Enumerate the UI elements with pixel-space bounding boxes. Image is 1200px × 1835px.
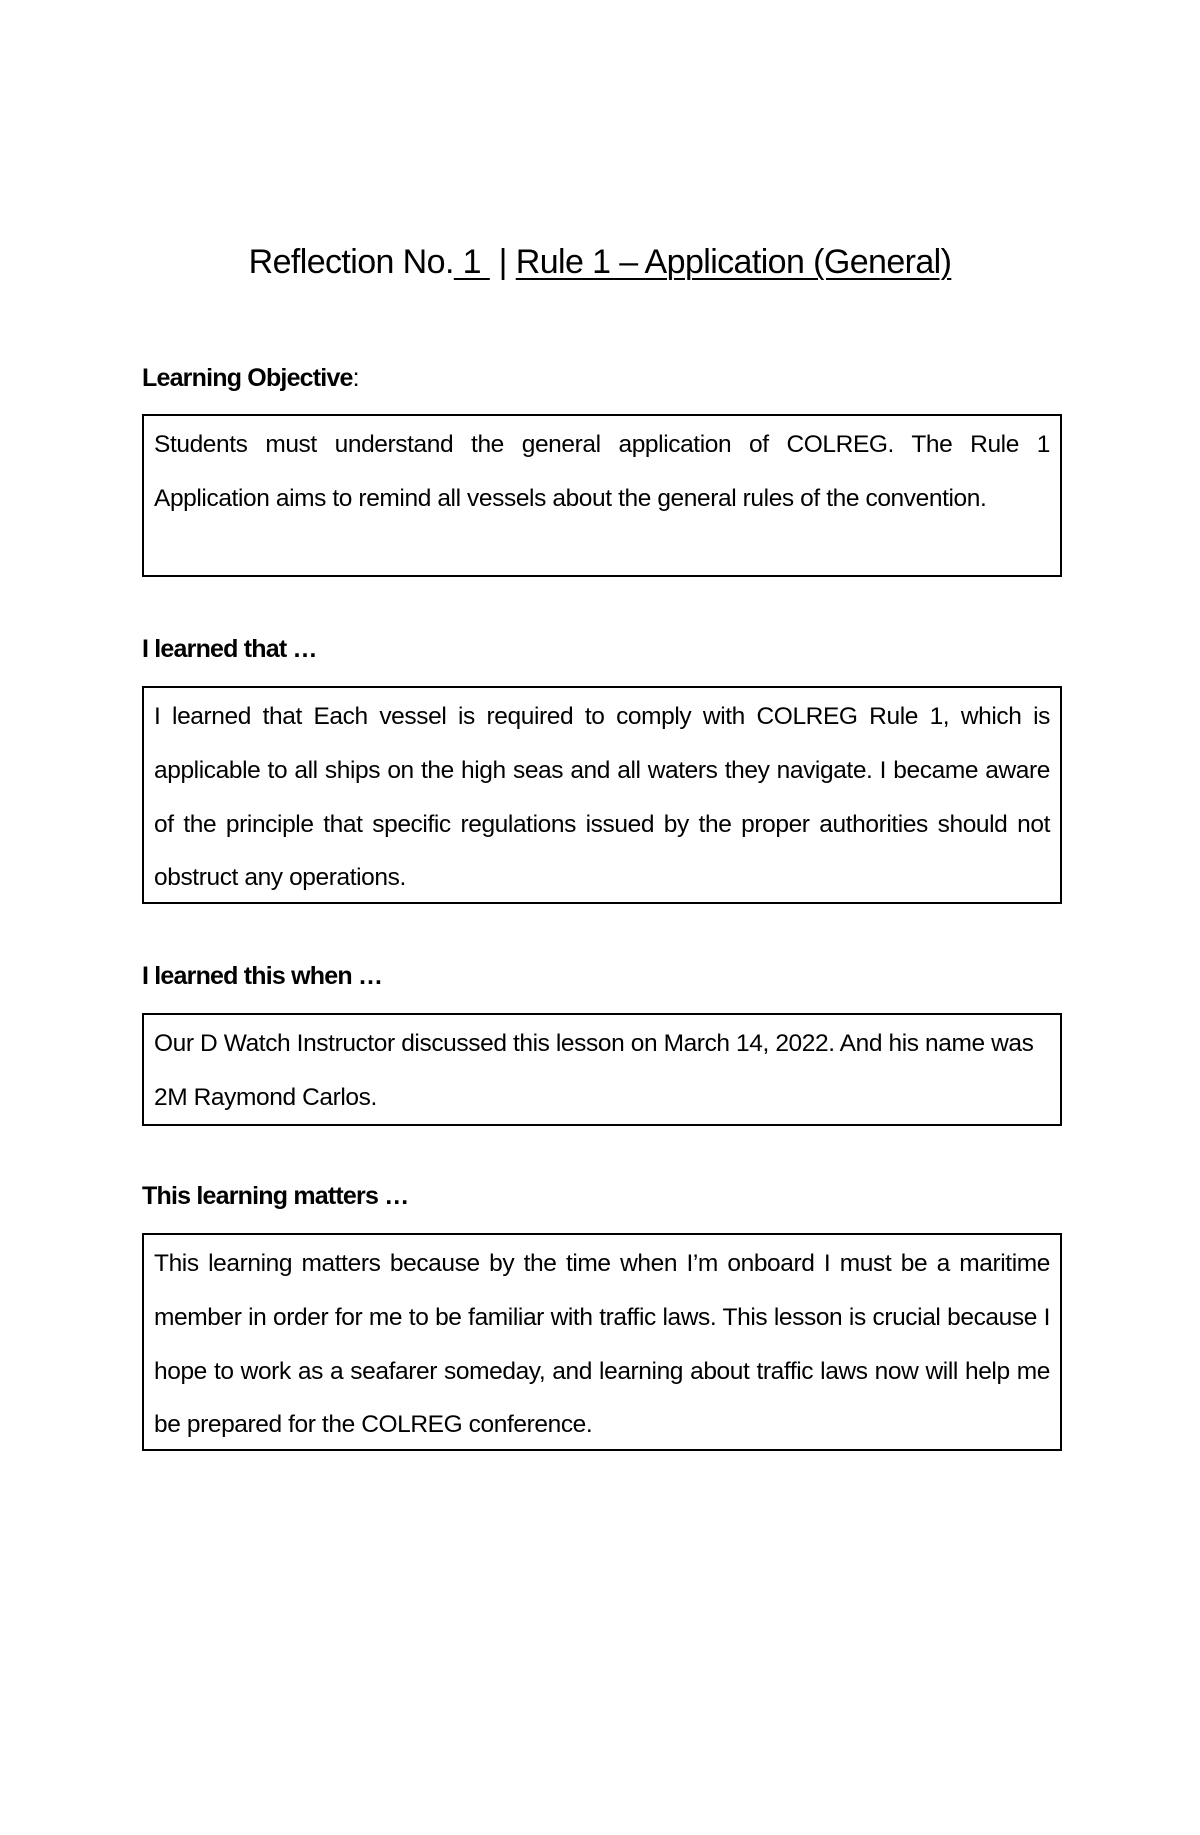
learning-objective-text: Students must understand the general application of COLREG. The Rule 1 Application aims to remind all vessels about the general rules of the convention.: [154, 431, 1050, 512]
i-learned-this-when-heading: I learned this when …: [142, 962, 383, 990]
i-learned-that-text: I learned that Each vessel is required to comply with COLREG Rule 1, which is applicable to all ships on the high seas and all waters they navigate. I became aware of the principle that specific regulations issued by the proper authorities should not obstruct any operations.: [154, 703, 1050, 892]
i-learned-this-when-text: Our D Watch Instructor discussed this lesson on March 14, 2022. And his name was 2M Raymond Carlos.: [154, 1030, 1034, 1111]
i-learned-that-heading: I learned that …: [142, 635, 317, 663]
title-prefix: Reflection No.: [248, 243, 454, 281]
learning-objective-heading-text: Learning Objective: [142, 364, 353, 392]
learning-objective-heading-colon: :: [352, 364, 359, 392]
reflection-number: 1: [453, 243, 490, 281]
i-learned-that-box: [142, 686, 1062, 904]
page-title: [0, 238, 1200, 286]
this-learning-matters-heading: This learning matters …: [142, 1182, 409, 1210]
this-learning-matters-text: This learning matters because by the time when I’m onboard I must be a maritime member in order for me to be familiar with traffic laws. This lesson is crucial because I hope to work as a seafarer someday, and learning about traffic laws now will help me be prepared for the COLREG conference.: [154, 1250, 1050, 1439]
rule-title: Rule 1 – Application (General): [515, 243, 952, 281]
i-learned-this-when-box: [142, 1013, 1062, 1126]
learning-objective-box: [142, 414, 1062, 577]
title-separator: |: [489, 243, 516, 281]
learning-objective-heading: [142, 362, 359, 394]
this-learning-matters-box: [142, 1233, 1062, 1451]
